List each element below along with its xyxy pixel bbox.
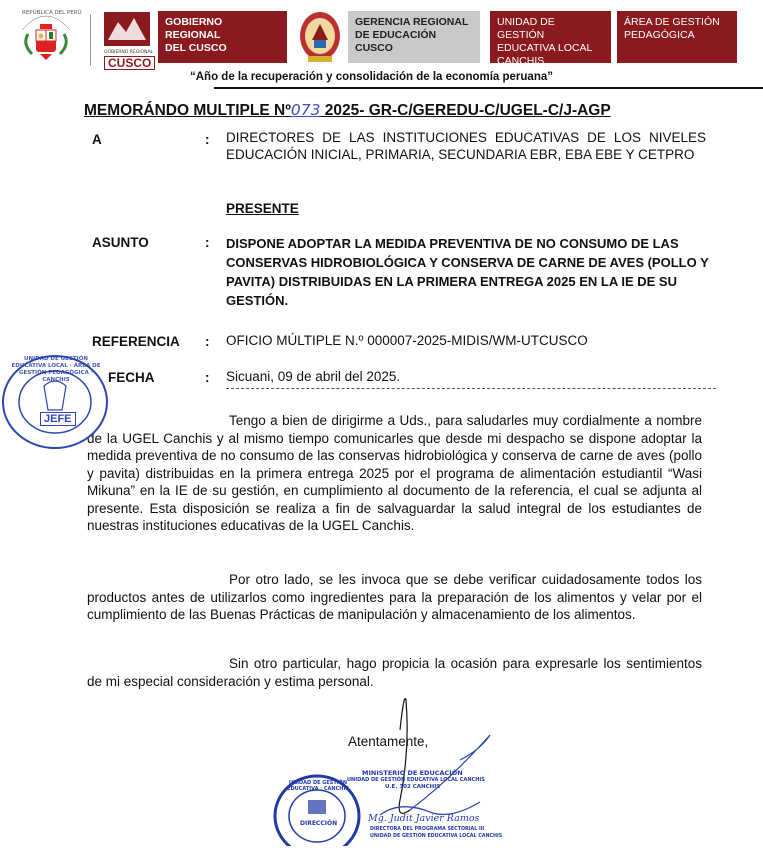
escudo-arc-text: REPÚBLICA DEL PERÚ [22, 10, 82, 16]
ministry-line-3: U.E. 302 CANCHIS [385, 784, 441, 790]
body-paragraph-3: Sin otro particular, hago propicia la ocasión para expresarle los sentimientos de mi especial consideración y estima personal. [87, 656, 702, 689]
header-rule [214, 87, 763, 89]
left-seal-stamp [0, 352, 110, 452]
gerencia-line-2: DE EDUCACIÓN CUSCO [355, 29, 437, 54]
area-line-1: ÁREA DE GESTIÓN [624, 16, 720, 28]
cusco-logo-sub: GOBIERNO REGIONAL [104, 50, 154, 55]
memo-title [84, 101, 611, 120]
header-divider [90, 14, 91, 66]
gobierno-line-2: DEL CUSCO [165, 42, 227, 54]
header-gobierno-regional [158, 11, 287, 63]
header-area-gestion [617, 11, 737, 63]
ugel-line-1: UNIDAD DE GESTIÓN [497, 16, 555, 41]
a-colon: : [205, 132, 210, 147]
presente-label: PRESENTE [226, 201, 299, 216]
a-label: A [92, 132, 102, 147]
fecha-dashed-rule [226, 388, 716, 389]
ministry-line-2: UNIDAD DE GESTIÓN EDUCATIVA LOCAL CANCHIS [347, 777, 485, 783]
left-seal-ring-text: UNIDAD DE GESTIÓN EDUCATIVA LOCAL · ÁREA DE GESTIÓN PEDAGÓGICA · CANCHIS [11, 356, 101, 383]
area-line-2: PEDAGÓGICA [624, 29, 695, 41]
cusco-logo-text: CUSCO [104, 56, 155, 70]
gerencia-line-1: GERENCIA REGIONAL [355, 16, 469, 28]
gobierno-line-1: GOBIERNO REGIONAL [165, 16, 223, 41]
header-gerencia-regional [348, 11, 480, 63]
fecha-label: FECHA [108, 370, 155, 385]
closing-atentamente: Atentamente, [348, 734, 429, 749]
asunto-colon: : [205, 235, 210, 250]
a-value: DIRECTORES DE LAS INSTITUCIONES EDUCATIVAS DE LOS NIVELES EDUCACIÓN INICIAL, PRIMARIA, SECUNDARIA EBR, EBA EBE Y CETPRO [226, 130, 706, 162]
ugel-line-3: CANCHIS [497, 55, 545, 67]
left-seal-center: JEFE [40, 412, 76, 426]
referencia-label: REFERENCIA [92, 334, 180, 349]
gerencia-emblem [298, 10, 342, 66]
fecha-value: Sicuani, 09 de abril del 2025. [226, 369, 401, 384]
bottom-seal-center: DIRECCIÓN [300, 820, 338, 827]
cusco-logo [100, 10, 154, 70]
referencia-colon: : [205, 334, 210, 349]
referencia-value: OFICIO MÚLTIPLE N.º 000007-2025-MIDIS/WM-UTCUSCO [226, 333, 588, 348]
signer-title-1: DIRECTORA DEL PROGRAMA SECTORIAL III [370, 827, 485, 832]
signer-name: Mg. Judit Javier Ramos [368, 813, 480, 824]
peru-coat-of-arms-logo [14, 8, 82, 64]
asunto-value: DISPONE ADOPTAR LA MEDIDA PREVENTIVA DE NO CONSUMO DE LAS CONSERVAS HIDROBIOLÓGICA Y CONSERVA DE CARNE DE AVES (POLLO Y PAVITA) DISTRIBUIDAS EN LA PRIMERA ENTREGA 2025 EN LA IE DE SU GESTIÓN. [226, 236, 709, 308]
asunto-label: ASUNTO [92, 235, 149, 250]
title-suffix: 2025- GR-C/GEREDU-C/UGEL-C/J-AGP [324, 102, 611, 119]
signer-title-2: UNIDAD DE GESTIÓN EDUCATIVA LOCAL CANCHIS [370, 834, 503, 839]
body-paragraph-2: Por otro lado, se les invoca que se debe verificar cuidadosamente todos los productos antes de utilizarlos como ingredientes para la preparación de los alimentos y velar por el cumplimiento de las Buenas Prácticas de manipulación y almacenamiento de los alimentos. [87, 572, 702, 622]
ugel-line-2: EDUCATIVA LOCAL [497, 42, 593, 54]
handwritten-number: 073 [290, 101, 321, 119]
body-paragraph-1: Tengo a bien de dirigirme a Uds., para saludarles muy cordialmente a nombre de la UGEL Canchis y al mismo tiempo comunicarles que desde mi despacho se dispone adoptar la medida preventiva de no consumo de las conservas hidrobiológica y conserva de carne de aves (pollo y pavita) distribuidas en la primera entrega 2025 por el programa de alimentación estudiantil “Wasi Mikuna” en la IE de su gestión, en cumplimiento al documento de la referencia, el cual se adjunta al presente. Esta disposición se realiza a fin de salvaguardar la salud integral de los estudiantes de nuestras instituciones educativas de la UGEL Canchis. [87, 413, 702, 533]
bottom-seal-ring: UNIDAD DE GESTIÓN EDUCATIVA · CANCHIS [287, 780, 349, 792]
header-ugel [490, 11, 611, 67]
fecha-colon: : [205, 370, 210, 385]
year-motto: “Año de la recuperación y consolidación de la economía peruana” [190, 71, 553, 83]
title-prefix: MEMORÁNDO MULTIPLE Nº [84, 102, 291, 119]
ministry-line-1: MINISTERIO DE EDUCACIÓN [362, 769, 463, 777]
